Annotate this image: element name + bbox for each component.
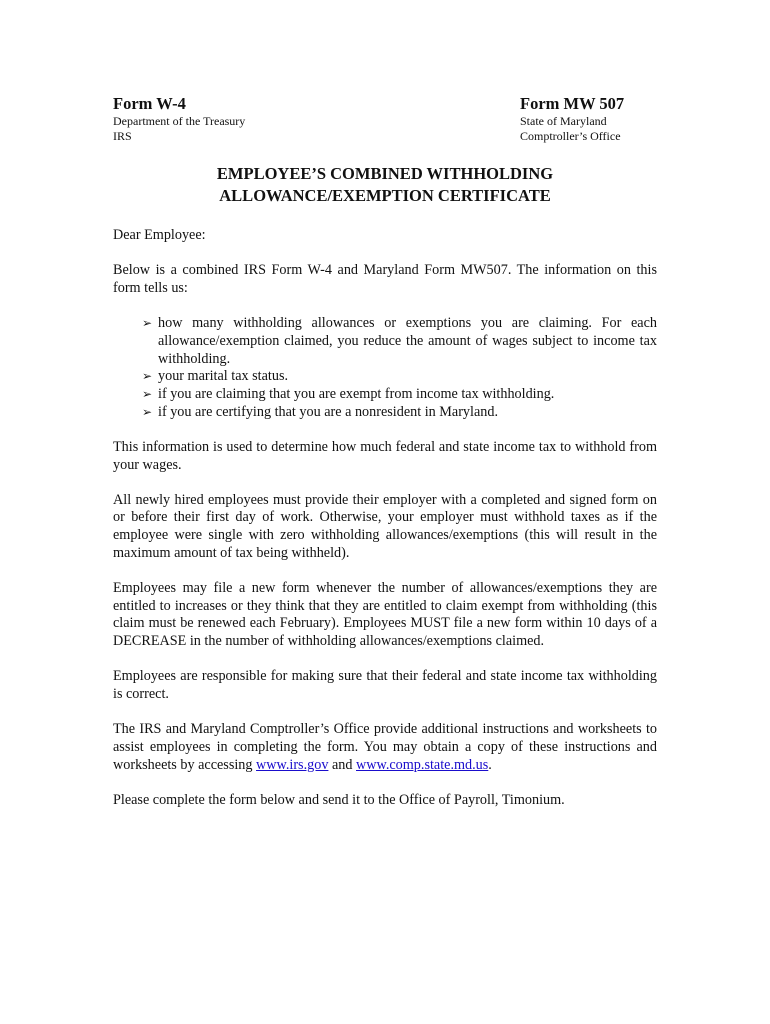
federal-form-title: Form W-4 (113, 94, 186, 113)
state-name: State of Maryland (520, 114, 607, 128)
document-title-line2: ALLOWANCE/EXEMPTION CERTIFICATE (219, 186, 551, 205)
comptroller-link[interactable]: www.comp.state.md.us (356, 756, 489, 773)
new-hires-paragraph: All newly hired employees must provide their employer with a completed and signed form on or before their first day of work. Otherwise, your employer must withhold taxes as if the employee were single with zero withholding allowances/exemptions (this will result in the maximum amount of tax being withheld). (113, 491, 657, 561)
state-office: Comptroller’s Office (520, 129, 621, 143)
irs-link[interactable]: www.irs.gov (256, 756, 329, 773)
intro-paragraph: Below is a combined IRS Form W-4 and Maryland Form MW507. The information on this form tells us: (113, 262, 657, 296)
state-form-block (520, 94, 657, 144)
letter-body (113, 227, 657, 810)
document-page (113, 94, 657, 810)
list-item (142, 404, 657, 422)
instructions-paragraph (113, 721, 657, 774)
list-item-text: if you are claiming that you are exempt from income tax withholding. (158, 385, 555, 402)
arrow-bullet-icon: ➢ (142, 386, 153, 401)
instructions-text: The IRS and Maryland Comptroller’s Office provide additional instructions and worksheets to assist employees in completing the form. You may obtain a copy of these instructions and worksheets by accessing (113, 721, 657, 773)
federal-form-block (113, 94, 245, 144)
form-header (113, 94, 657, 144)
list-item-text: if you are certifying that you are a nonresident in Maryland. (158, 403, 498, 420)
responsibility-paragraph: Employees are responsible for making sure that their federal and state income tax withholding is correct. (113, 668, 657, 703)
info-bullet-list (113, 315, 657, 421)
list-item-text: your marital tax status. (158, 368, 289, 385)
link-joiner: and (328, 756, 357, 773)
closing-paragraph: Please complete the form below and send it to the Office of Payroll, Timonium. (113, 791, 565, 808)
arrow-bullet-icon: ➢ (142, 369, 153, 384)
list-item (142, 386, 657, 404)
state-form-title: Form MW 507 (520, 94, 625, 113)
document-title-line1: EMPLOYEE’S COMBINED WITHHOLDING (216, 164, 554, 183)
list-item (142, 315, 657, 368)
salutation: Dear Employee: (113, 227, 206, 243)
new-form-paragraph: Employees may file a new form whenever the number of allowances/exemptions they are entitled to increases or they think that they are entitled to claim exempt from withholding (this claim must be renewed each February). Employees MUST file a new form within 10 days of a DECREASE in the number of withholding allowances/exemptions claimed. (113, 580, 657, 650)
federal-agency: Department of the Treasury (113, 114, 246, 128)
list-item (142, 368, 657, 386)
document-title (113, 163, 657, 207)
arrow-bullet-icon: ➢ (142, 404, 153, 419)
arrow-bullet-icon: ➢ (142, 316, 153, 331)
federal-agency-abbrev: IRS (113, 129, 132, 143)
instructions-end: . (488, 756, 492, 773)
purpose-paragraph: This information is used to determine how much federal and state income tax to withhold from your wages. (113, 438, 657, 473)
list-item-text: how many withholding allowances or exemptions you are claiming. For each allowance/exemption claimed, you reduce the amount of wages subject to income tax withholding. (158, 315, 657, 367)
